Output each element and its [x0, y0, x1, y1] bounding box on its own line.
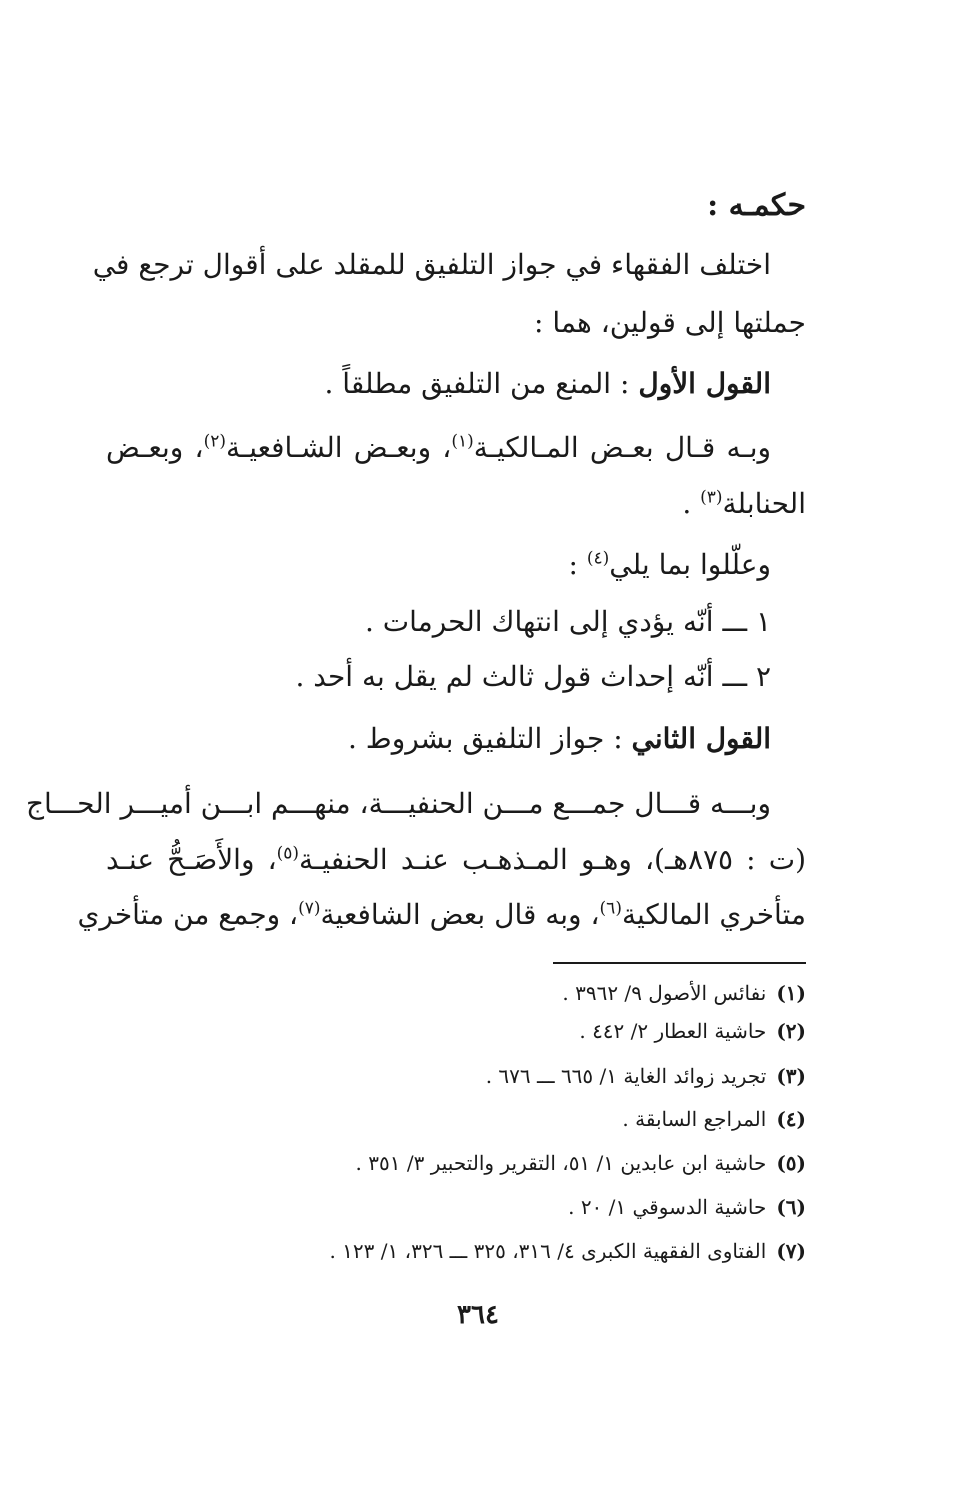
para2-line-2	[106, 840, 806, 880]
reason-1-text: ١ ـــ أنّه يؤدي إلى انتهاك الحرمات .	[365, 605, 771, 638]
heading-text: حكمـه :	[707, 188, 806, 223]
footnote-number: (٦)	[776, 1195, 806, 1219]
second-opinion-text: : جواز التلفيق بشروط .	[348, 722, 623, 755]
para2-line-3-part-a: متأخري المالكية	[621, 898, 806, 931]
footnote-text: حاشية الدسوقي ١/ ٢٠ .	[568, 1195, 767, 1219]
footnote-4	[622, 1104, 806, 1134]
page-number: ٣٦٤	[457, 1300, 499, 1330]
footnote-6	[568, 1192, 806, 1222]
intro-line-2-text: جملتها إلى قولين، هما :	[533, 306, 806, 339]
intro-line-1	[92, 245, 771, 285]
footnote-text: المراجع السابقة .	[622, 1107, 767, 1131]
footnote-number: (١)	[776, 981, 806, 1005]
footnote-ref-6[interactable]: (٦)	[599, 898, 622, 919]
footnote-ref-7[interactable]: (٧)	[298, 898, 321, 919]
section-heading	[707, 186, 806, 226]
reasons-intro	[569, 545, 772, 585]
first-opinion-text: : المنع من التلفيق مطلقاً .	[324, 367, 630, 400]
para1-line-1-part-b: ، وبعـض الشـافعيـة	[225, 431, 452, 464]
footnote-2	[579, 1016, 806, 1046]
para2-line-2-part-a: (ت : ٨٧٥هـ)، وهـو المـذهـب عنـد الحنفيـة	[299, 843, 806, 876]
para1-line-1	[106, 428, 806, 468]
second-opinion	[348, 719, 771, 759]
footnote-1	[562, 978, 806, 1008]
first-opinion-label: القول الأول	[638, 367, 771, 400]
para1-line-2-part-b: .	[682, 487, 701, 520]
footnote-ref-5[interactable]: (٥)	[276, 843, 300, 864]
footnote-7	[329, 1236, 806, 1266]
intro-line-1-text: اختلف الفقهاء في جواز التلفيق للمقلد على أقوال ترجع في	[92, 248, 771, 281]
para1-line-2	[682, 484, 806, 524]
reasons-intro-text: وعلّلوا بما يلي	[609, 548, 771, 581]
reason-1	[365, 602, 771, 642]
para2-line-2-part-b: ، والأَصَـحُّ عنـد	[106, 843, 277, 876]
first-opinion	[325, 364, 772, 404]
footnote-text: الفتاوى الفقهية الكبرى ٤/ ٣١٦، ٣٢٥ ـــ ٣٢٦، ١/ ١٢٣ .	[329, 1239, 767, 1263]
intro-line-2	[534, 303, 806, 343]
para2-line-1-text: وبـــه قـــال جمـــع مـــن الحنفيـــة، منهـــم ابـــن أميـــر الحـــاج	[25, 787, 771, 820]
footnote-3	[486, 1061, 806, 1091]
footnote-text: نفائس الأصول ٩/ ٣٩٦٢ .	[562, 981, 767, 1005]
footnote-number: (٣)	[776, 1064, 806, 1088]
footnote-ref-1[interactable]: (١)	[451, 431, 474, 452]
footnote-ref-2[interactable]: (٢)	[203, 431, 226, 452]
footnote-5	[356, 1148, 806, 1178]
reasons-intro-colon: :	[568, 548, 587, 581]
footnote-divider	[553, 962, 806, 964]
footnote-ref-3[interactable]: (٣)	[700, 487, 723, 508]
para2-line-3	[77, 895, 806, 935]
para1-line-1-part-c: ، وبعـض	[106, 431, 204, 464]
para1-line-1-part-a: وبـه قـال بعـض المـالكيـة	[473, 431, 772, 464]
para2-line-1	[25, 784, 771, 824]
footnote-ref-4[interactable]: (٤)	[586, 548, 610, 569]
para2-line-3-part-b: ، وبه قال بعض الشافعية	[320, 898, 600, 931]
reason-2-text: ٢ ـــ أنّه إحداث قول ثالث لم يقل به أحد .	[295, 660, 771, 693]
footnote-text: حاشية ابن عابدين ١/ ٥١، التقرير والتحبير ٣/ ٣٥١ .	[355, 1151, 767, 1175]
footnote-number: (٥)	[776, 1151, 806, 1175]
reason-2	[295, 657, 771, 697]
footnote-text: حاشية العطار ٢/ ٤٤٢ .	[579, 1019, 767, 1043]
para1-line-2-part-a: الحنابلة	[722, 487, 806, 520]
para2-line-3-part-c: ، وجمع من متأخري	[77, 898, 299, 931]
main-text	[25, 0, 806, 960]
footnote-number: (٤)	[776, 1107, 806, 1131]
second-opinion-label: القول الثاني	[631, 722, 771, 755]
footnote-number: (٢)	[776, 1019, 806, 1043]
footnote-text: تجريد زوائد الغاية ١/ ٦٦٥ ـــ ٦٧٦ .	[485, 1064, 767, 1088]
footnote-number: (٧)	[776, 1239, 806, 1263]
